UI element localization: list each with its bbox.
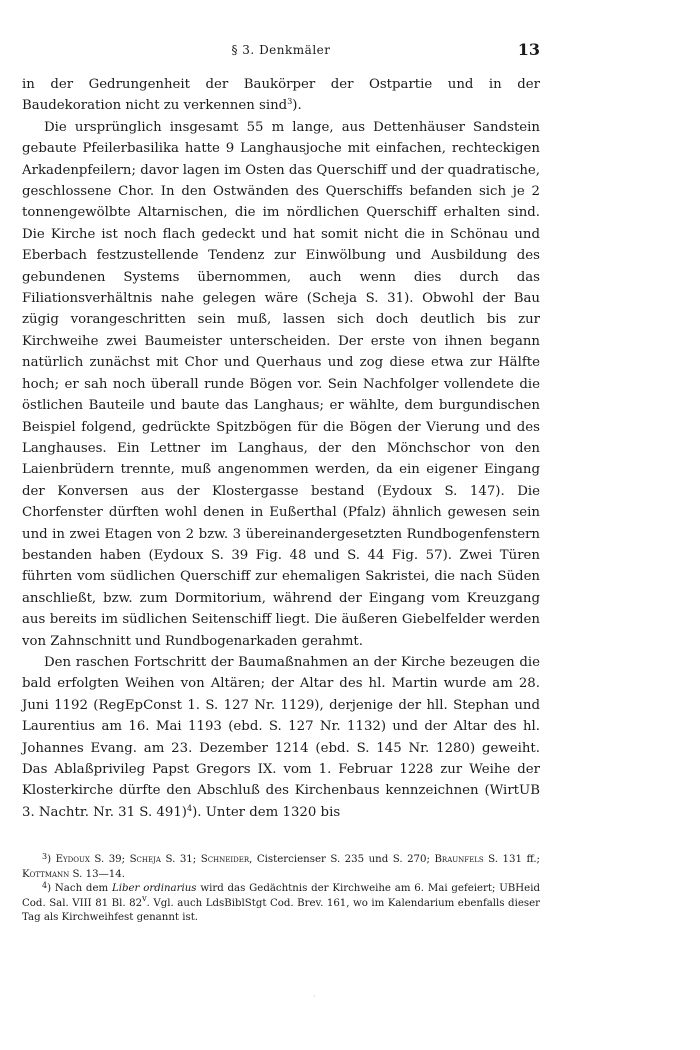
author-name: Eydoux	[55, 854, 90, 866]
page-number: 13	[517, 40, 540, 59]
author-name: Kottmann	[22, 868, 70, 880]
footnote-text: ) Nach dem	[47, 883, 112, 895]
footnote-text: S. 131 ff.;	[483, 854, 540, 866]
paragraph-text: ). Unter dem 1320 bis	[192, 804, 341, 820]
footnote-text: S. 39;	[89, 854, 130, 866]
paragraph-text: in der Gedrungenheit der Baukörper der Ostpartie und in der Baudekoration nicht zu verkennen sind	[22, 77, 540, 114]
footnote-text: , Cistercienser S. 235 und S. 270;	[249, 854, 435, 866]
footnote-reference: 4	[186, 803, 193, 813]
author-name: Scheja	[129, 854, 161, 866]
folio-verso-mark: v	[142, 893, 147, 903]
footnote-reference: 3	[287, 97, 293, 107]
footnote-mark: 3	[42, 852, 48, 862]
running-head: § 3. Denkmäler	[231, 43, 331, 57]
footnote-4	[22, 882, 540, 926]
footnote-text: )	[47, 854, 56, 866]
paragraph-text: ).	[292, 98, 302, 114]
paragraph	[22, 652, 540, 823]
paragraph: Die ursprünglich insgesamt 55 m lange, aus Dettenhäuser Sandstein gebaute Pfeilerbasilika hatte 9 Langhausjoche mit einfachen, rechteckigen Arkadenpfeilern; davor lagen im Osten das Querschiff und der quadratische, geschlossene Chor. In den Ostwänden des Querschiffs befanden sich je 2 tonnengewölbte Altarnischen, die im nördlichen Querschiff erhalten sind. Die Kirche ist noch flach gedeckt und hat somit nicht die in Schönau und Eberbach festzustellende Tendenz zur Einwölbung und Ausbildung des gebundenen Systems übernommen, auch wenn dies durch das Filiationsverhältnis nahe gelegen wäre (Scheja S. 31). Obwohl der Bau zügig vorangeschritten sein muß, lassen sich doch deutlich bis zur Kirchweihe zwei Baumeister unterscheiden. Der erste von ihnen begann natürlich zunächst mit Chor und Querhaus und zog diese etwa zur Hälfte hoch; er sah noch überall runde Bögen vor. Sein Nachfolger vollendete die östlichen Bauteile und baute das Langhaus; er wählte, dem burgundischen Beispiel folgend, gedrückte Spitzbögen für die Bögen der Vierung und des Langhauses. Ein Lettner im Langhaus, der den Mönchschor von den Laienbrüdern trennte, muß angenommen werden, da ein eigener Eingang der Konversen aus der Klostergasse bestand (Eydoux S. 147). Die Chorfenster dürften wohl denen in Eußerthal (Pfalz) ähnlich gewesen sein und in zwei Etagen von 2 bzw. 3 übereinandergesetzten Rundbogenfenstern bestanden haben (Eydoux S. 39 Fig. 48 und S. 44 Fig. 57). Zwei Türen führten vom südlichen Querschiff zur ehemaligen Sakristei, die nach Süden anschließt, bzw. zum Dormitorium, während der Eingang vom Kreuzgang aus bereits im südlichen Seitenschiff liegt. Die äußeren Giebelfelder werden von Zahnschnitt und Rundbogenarkaden gerahmt.	[22, 119, 540, 649]
footnote-3	[22, 853, 540, 882]
paragraph-text: Den raschen Fortschritt der Baumaßnahmen an der Kirche bezeugen die bald erfolgten Weihen von Altären; der Altar des hl. Martin wurde am 28. Juni 1192 (RegEpConst 1. S. 127 Nr. 1129), derjenige der hll. Stephan und Laurentius am 16. Mai 1193 (ebd. S. 127 Nr. 1132) und der Altar des hl. Johannes Evang. am 23. Dezember 1214 (ebd. S. 145 Nr. 1280) geweiht. Das Ablaßprivileg Papst Gregors IX. vom 1. Februar 1228 zur Weihe der Klosterkirche dürfte den Abschluß des Kirchenbaus kennzeichnen (WirtUB 3. Nachtr. Nr. 31 S. 491)	[22, 654, 540, 820]
body-text	[22, 74, 540, 823]
author-name: Braunfels	[434, 854, 484, 866]
author-name: Schneider	[200, 854, 250, 866]
document-page	[22, 40, 540, 926]
footnote-text: wird das Gedächtnis der Kirchweihe am 6. Mai gefeiert; UBHeid Cod. Sal. VIII 81 Bl. 82	[22, 883, 540, 909]
page-speck: ·	[313, 992, 316, 1001]
footnote-text: S. 13—14.	[69, 868, 125, 880]
paragraph-continued	[22, 74, 540, 117]
footnote-mark: 4	[42, 881, 48, 891]
footnote-text: . Vgl. auch LdsBiblStgt Cod. Brev. 161, wo im Kalendarium ebenfalls dieser Tag als Kirchweihfest genannt ist.	[22, 897, 540, 924]
footnotes	[22, 853, 540, 926]
work-title: Liber ordinarius	[111, 883, 197, 895]
footnote-text: S. 31;	[161, 854, 201, 866]
page-header	[22, 40, 540, 62]
